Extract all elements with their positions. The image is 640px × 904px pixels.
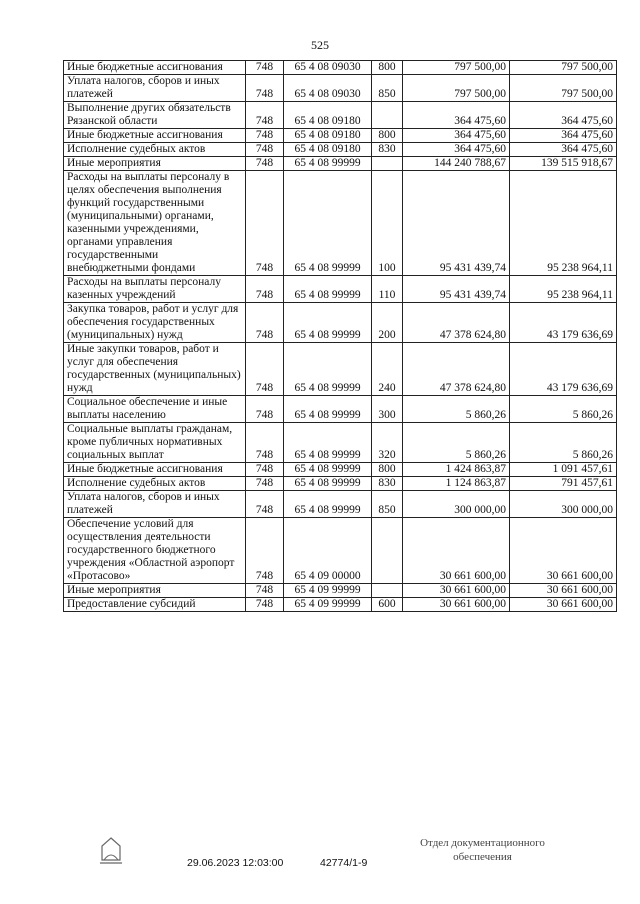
row-code: 748 <box>246 491 284 518</box>
row-sum-2: 5 860,26 <box>510 396 617 423</box>
row-name: Закупка товаров, работ и услуг для обеспечения государственных (муниципальных) нужд <box>64 303 246 343</box>
table-row <box>64 491 617 518</box>
row-sum-2: 95 238 964,11 <box>510 171 617 276</box>
row-csr: 65 4 08 99999 <box>284 477 372 491</box>
row-code: 748 <box>246 171 284 276</box>
row-sum-1: 47 378 624,80 <box>403 343 510 396</box>
row-sum-2: 791 457,61 <box>510 477 617 491</box>
row-sum-1: 30 661 600,00 <box>403 518 510 584</box>
row-sum-1: 47 378 624,80 <box>403 303 510 343</box>
row-name: Расходы на выплаты персоналу казенных учреждений <box>64 276 246 303</box>
table-row <box>64 463 617 477</box>
row-vr: 830 <box>372 477 403 491</box>
row-csr: 65 4 09 00000 <box>284 518 372 584</box>
row-code: 748 <box>246 584 284 598</box>
row-vr: 800 <box>372 463 403 477</box>
row-sum-1: 95 431 439,74 <box>403 276 510 303</box>
row-name: Уплата налогов, сборов и иных платежей <box>64 491 246 518</box>
table-row <box>64 171 617 276</box>
row-csr: 65 4 08 99999 <box>284 343 372 396</box>
row-vr: 830 <box>372 143 403 157</box>
row-sum-1: 30 661 600,00 <box>403 584 510 598</box>
row-sum-1: 364 475,60 <box>403 143 510 157</box>
row-name: Выполнение других обязательств Рязанской области <box>64 102 246 129</box>
row-csr: 65 4 09 99999 <box>284 584 372 598</box>
row-vr: 110 <box>372 276 403 303</box>
table-row <box>64 518 617 584</box>
row-csr: 65 4 08 99999 <box>284 276 372 303</box>
row-sum-1: 797 500,00 <box>403 61 510 75</box>
table-row <box>64 129 617 143</box>
row-code: 748 <box>246 343 284 396</box>
footer-doc-number: 42774/1-9 <box>320 857 368 869</box>
row-vr: 320 <box>372 423 403 463</box>
row-csr: 65 4 08 99999 <box>284 171 372 276</box>
row-csr: 65 4 08 99999 <box>284 463 372 477</box>
row-sum-2: 364 475,60 <box>510 102 617 129</box>
row-code: 748 <box>246 102 284 129</box>
row-code: 748 <box>246 276 284 303</box>
row-sum-1: 144 240 788,67 <box>403 157 510 171</box>
row-name: Социальные выплаты гражданам, кроме публичных нормативных социальных выплат <box>64 423 246 463</box>
row-name: Расходы на выплаты персоналу в целях обеспечения выполнения функций государственными (муниципальными) органами, казенными учреждениями, органами управления государственными внебюджетными фондами <box>64 171 246 276</box>
row-vr <box>372 157 403 171</box>
budget-table-body <box>64 61 617 612</box>
row-sum-1: 364 475,60 <box>403 129 510 143</box>
row-code: 748 <box>246 303 284 343</box>
row-code: 748 <box>246 143 284 157</box>
table-row <box>64 584 617 598</box>
row-code: 748 <box>246 157 284 171</box>
row-sum-2: 43 179 636,69 <box>510 303 617 343</box>
row-name: Иные закупки товаров, работ и услуг для обеспечения государственных (муниципальных) нужд <box>64 343 246 396</box>
row-vr: 800 <box>372 61 403 75</box>
row-csr: 65 4 08 99999 <box>284 491 372 518</box>
row-vr: 600 <box>372 598 403 612</box>
row-sum-2: 139 515 918,67 <box>510 157 617 171</box>
row-vr: 800 <box>372 129 403 143</box>
row-sum-2: 364 475,60 <box>510 143 617 157</box>
row-name: Социальное обеспечение и иные выплаты населению <box>64 396 246 423</box>
row-code: 748 <box>246 61 284 75</box>
row-code: 748 <box>246 423 284 463</box>
row-sum-2: 43 179 636,69 <box>510 343 617 396</box>
row-sum-1: 5 860,26 <box>403 423 510 463</box>
row-csr: 65 4 08 99999 <box>284 303 372 343</box>
row-code: 748 <box>246 598 284 612</box>
row-vr: 300 <box>372 396 403 423</box>
row-vr: 200 <box>372 303 403 343</box>
row-vr <box>372 584 403 598</box>
row-sum-1: 364 475,60 <box>403 102 510 129</box>
row-csr: 65 4 08 99999 <box>284 157 372 171</box>
table-row <box>64 75 617 102</box>
row-csr: 65 4 08 09030 <box>284 61 372 75</box>
table-row <box>64 157 617 171</box>
row-csr: 65 4 09 99999 <box>284 598 372 612</box>
row-csr: 65 4 08 99999 <box>284 396 372 423</box>
row-name: Иные бюджетные ассигнования <box>64 463 246 477</box>
row-sum-2: 797 500,00 <box>510 75 617 102</box>
row-csr: 65 4 08 99999 <box>284 423 372 463</box>
row-csr: 65 4 08 09180 <box>284 143 372 157</box>
office-stamp <box>405 836 560 864</box>
stamp-line-2: обеспечения <box>453 851 512 863</box>
row-sum-2: 30 661 600,00 <box>510 584 617 598</box>
page-number: 525 <box>311 38 329 52</box>
table-row <box>64 598 617 612</box>
row-vr: 100 <box>372 171 403 276</box>
row-sum-1: 1 124 863,87 <box>403 477 510 491</box>
row-vr: 850 <box>372 491 403 518</box>
table-row <box>64 396 617 423</box>
row-name: Предоставление субсидий <box>64 598 246 612</box>
row-sum-2: 364 475,60 <box>510 129 617 143</box>
table-row <box>64 343 617 396</box>
budget-table <box>63 60 617 612</box>
row-name: Обеспечение условий для осуществления деятельности государственного бюджетного учреждения «Областной аэропорт «Протасово» <box>64 518 246 584</box>
row-sum-2: 30 661 600,00 <box>510 518 617 584</box>
row-sum-1: 797 500,00 <box>403 75 510 102</box>
row-name: Исполнение судебных актов <box>64 143 246 157</box>
row-code: 748 <box>246 396 284 423</box>
row-sum-1: 1 424 863,87 <box>403 463 510 477</box>
row-csr: 65 4 08 09180 <box>284 102 372 129</box>
row-sum-2: 797 500,00 <box>510 61 617 75</box>
row-sum-2: 1 091 457,61 <box>510 463 617 477</box>
row-name: Иные бюджетные ассигнования <box>64 129 246 143</box>
row-vr: 850 <box>372 75 403 102</box>
row-sum-2: 5 860,26 <box>510 423 617 463</box>
row-sum-1: 95 431 439,74 <box>403 171 510 276</box>
table-row <box>64 276 617 303</box>
row-vr: 240 <box>372 343 403 396</box>
row-sum-2: 95 238 964,11 <box>510 276 617 303</box>
emblem-icon <box>98 836 124 866</box>
row-code: 748 <box>246 129 284 143</box>
row-code: 748 <box>246 477 284 491</box>
footer-date: 29.06.2023 12:03:00 <box>187 857 284 869</box>
stamp-line-1: Отдел документационного <box>420 837 545 849</box>
table-row <box>64 423 617 463</box>
row-code: 748 <box>246 463 284 477</box>
row-name: Уплата налогов, сборов и иных платежей <box>64 75 246 102</box>
row-sum-1: 5 860,26 <box>403 396 510 423</box>
row-sum-2: 30 661 600,00 <box>510 598 617 612</box>
row-sum-1: 30 661 600,00 <box>403 598 510 612</box>
row-name: Иные мероприятия <box>64 157 246 171</box>
row-vr <box>372 518 403 584</box>
row-sum-2: 300 000,00 <box>510 491 617 518</box>
row-name: Иные бюджетные ассигнования <box>64 61 246 75</box>
row-vr <box>372 102 403 129</box>
table-row <box>64 143 617 157</box>
table-row <box>64 303 617 343</box>
table-row <box>64 61 617 75</box>
row-name: Иные мероприятия <box>64 584 246 598</box>
row-name: Исполнение судебных актов <box>64 477 246 491</box>
row-csr: 65 4 08 09030 <box>284 75 372 102</box>
table-row <box>64 102 617 129</box>
table-row <box>64 477 617 491</box>
row-code: 748 <box>246 518 284 584</box>
row-sum-1: 300 000,00 <box>403 491 510 518</box>
row-csr: 65 4 08 09180 <box>284 129 372 143</box>
row-code: 748 <box>246 75 284 102</box>
